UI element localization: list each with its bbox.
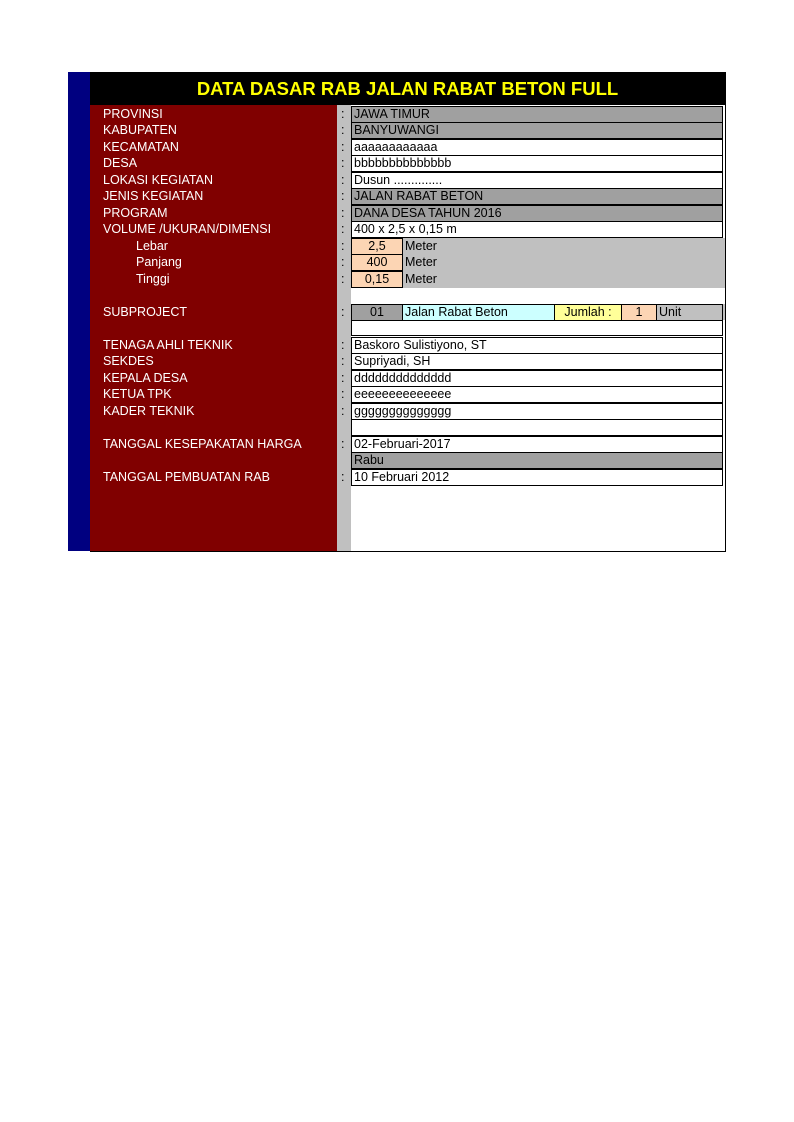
label-tgl-kesepakatan: TANGGAL KESEPAKATAN HARGA	[103, 437, 302, 451]
label-sekdes: SEKDES	[103, 354, 154, 368]
label-kabupaten: KABUPATEN	[103, 123, 177, 137]
label-provinsi: PROVINSI	[103, 107, 163, 121]
empty-row	[351, 419, 723, 436]
lebar-unit: Meter	[405, 239, 437, 253]
colon: :	[341, 354, 345, 368]
colon: :	[341, 255, 345, 269]
colon: :	[341, 371, 345, 385]
volume-field[interactable]: 400 x 2,5 x 0,15 m	[351, 221, 723, 238]
tgl-pembuatan-field[interactable]: 10 Februari 2012	[351, 469, 723, 486]
tenaga-ahli-field[interactable]: Baskoro Sulistiyono, ST	[351, 337, 723, 354]
subproject-name-field[interactable]: Jalan Rabat Beton	[402, 304, 555, 321]
colon: :	[341, 156, 345, 170]
label-tinggi: Tinggi	[136, 272, 170, 286]
label-kader-teknik: KADER TEKNIK	[103, 404, 195, 418]
colon: :	[341, 222, 345, 236]
colon: :	[341, 173, 345, 187]
colon: :	[341, 140, 345, 154]
label-kecamatan: KECAMATAN	[103, 140, 179, 154]
hari-field: Rabu	[351, 452, 723, 469]
colon: :	[341, 470, 345, 484]
label-lokasi: LOKASI KEGIATAN	[103, 173, 213, 187]
label-subproject: SUBPROJECT	[103, 305, 188, 319]
page-title: DATA DASAR RAB JALAN RABAT BETON FULL	[196, 78, 619, 99]
lebar-field[interactable]: 2,5	[351, 238, 403, 255]
colon: :	[341, 239, 345, 253]
subproject-code-field[interactable]: 01	[351, 304, 403, 321]
provinsi-field[interactable]: JAWA TIMUR	[351, 106, 723, 123]
tgl-kesepakatan-field[interactable]: 02-Februari-2017	[351, 436, 723, 453]
jumlah-field[interactable]: 1	[621, 304, 657, 321]
colon: :	[341, 189, 345, 203]
label-tenaga-ahli: TENAGA AHLI TEKNIK	[103, 338, 233, 352]
label-tgl-pembuatan: TANGGAL PEMBUATAN RAB	[103, 470, 270, 484]
desa-field[interactable]: bbbbbbbbbbbbbb	[351, 155, 723, 172]
lokasi-field[interactable]: Dusun ..............	[351, 172, 723, 189]
colon: :	[341, 107, 345, 121]
kader-teknik-field[interactable]: gggggggggggggg	[351, 403, 723, 420]
label-jenis: JENIS KEGIATAN	[103, 189, 204, 203]
label-program: PROGRAM	[103, 206, 168, 220]
label-lebar: Lebar	[136, 239, 168, 253]
colon: :	[341, 272, 345, 286]
label-ketua-tpk: KETUA TPK	[103, 387, 172, 401]
jenis-field[interactable]: JALAN RABAT BETON	[351, 188, 723, 205]
label-panjang: Panjang	[136, 255, 182, 269]
label-kepala-desa: KEPALA DESA	[103, 371, 188, 385]
data-sheet	[90, 72, 726, 552]
label-volume: VOLUME /UKURAN/DIMENSI	[103, 222, 272, 236]
jumlah-label: Jumlah :	[554, 304, 622, 321]
sekdes-field[interactable]: Supriyadi, SH	[351, 353, 723, 370]
title-bar	[90, 72, 725, 105]
ketua-tpk-field[interactable]: eeeeeeeeeeeeee	[351, 386, 723, 403]
colon: :	[341, 387, 345, 401]
side-strip	[68, 72, 90, 551]
kabupaten-field[interactable]: BANYUWANGI	[351, 122, 723, 139]
colon: :	[341, 123, 345, 137]
kepala-desa-field[interactable]: dddddddddddddd	[351, 370, 723, 387]
kecamatan-field[interactable]: aaaaaaaaaaaa	[351, 139, 723, 156]
label-desa: DESA	[103, 156, 138, 170]
panjang-unit: Meter	[405, 255, 437, 269]
colon: :	[341, 437, 345, 451]
tinggi-unit: Meter	[405, 272, 437, 286]
colon: :	[341, 206, 345, 220]
empty-row	[351, 320, 723, 336]
jumlah-unit: Unit	[656, 304, 723, 321]
program-field[interactable]: DANA DESA TAHUN 2016	[351, 205, 723, 222]
colon: :	[341, 305, 345, 319]
panjang-field[interactable]: 400	[351, 254, 403, 271]
tinggi-field[interactable]: 0,15	[351, 271, 403, 288]
colon: :	[341, 404, 345, 418]
colon: :	[341, 338, 345, 352]
